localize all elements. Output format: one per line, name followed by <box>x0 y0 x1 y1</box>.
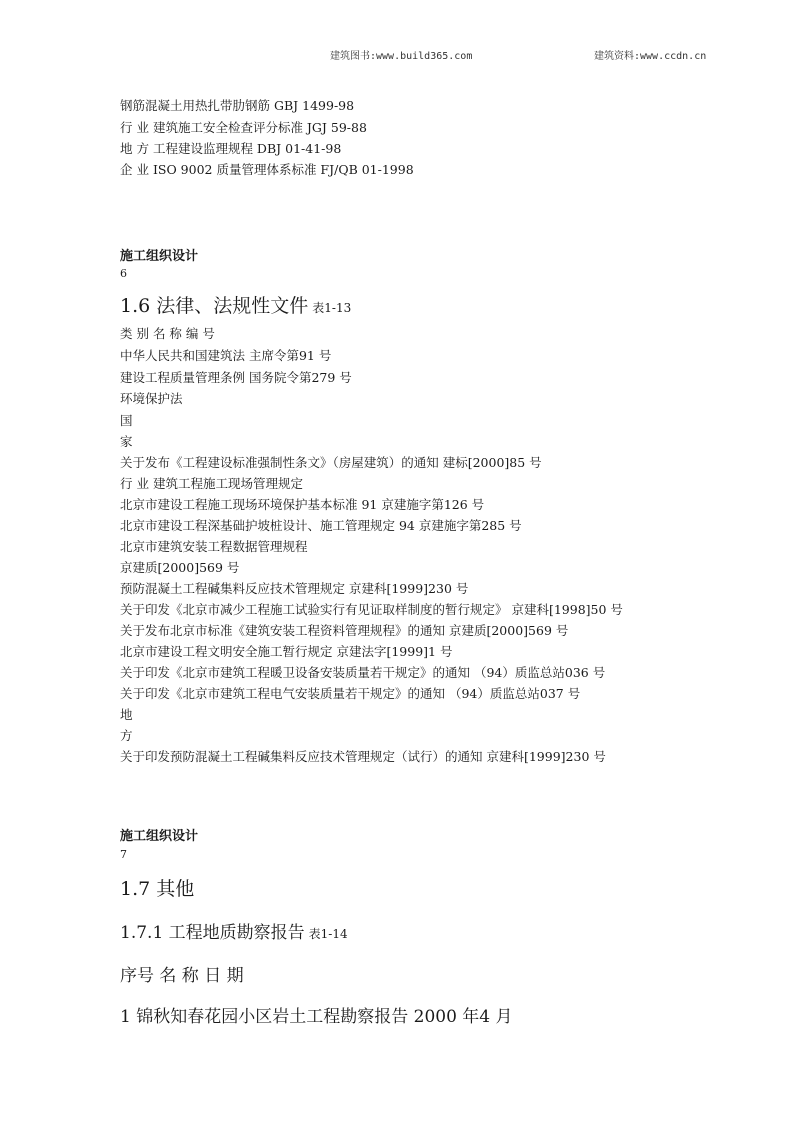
table-header: 序号 名 称 日 期 <box>120 966 244 986</box>
document-line: 环境保护法 <box>120 391 183 406</box>
page-number: 6 <box>120 267 127 280</box>
header-left-link: 建筑图书:www.build365.com <box>330 51 473 62</box>
heading-text: 1.6 法律、法规性文件 <box>120 295 309 317</box>
section-heading <box>120 291 351 318</box>
section-label: 施工组织设计 <box>120 829 199 844</box>
document-line: 地 <box>120 707 133 722</box>
document-line: 类 别 名 称 编 号 <box>120 326 215 341</box>
document-line: 关于印发《北京市减少工程施工试验实行有见证取样制度的暂行规定》 京建科[1998]50 号 <box>120 602 623 617</box>
document-line: 北京市建设工程深基础护坡桩设计、施工管理规定 94 京建施字第285 号 <box>120 518 522 533</box>
document-line: 建设工程质量管理条例 国务院令第279 号 <box>120 370 352 385</box>
document-line: 京建质[2000]569 号 <box>120 560 240 575</box>
section-heading: 1.7 其他 <box>120 878 195 900</box>
header-right-link: 建筑资料:www.ccdn.cn <box>594 51 707 62</box>
document-line: 北京市建筑安装工程数据管理规程 <box>120 539 308 554</box>
document-line: 行 业 建筑工程施工现场管理规定 <box>120 476 303 491</box>
standard-line: 企 业 ISO 9002 质量管理体系标准 FJ/QB 01-1998 <box>120 162 414 177</box>
table-ref: 表1-14 <box>308 927 348 941</box>
table-ref: 表1-13 <box>312 301 352 315</box>
document-line: 关于发布《工程建设标准强制性条文》（房屋建筑）的通知 建标[2000]85 号 <box>120 455 542 470</box>
document-line: 方 <box>120 728 133 743</box>
document-line: 关于印发预防混凝土工程碱集料反应技术管理规定（试行）的通知 京建科[1999]230 号 <box>120 749 606 764</box>
document-line: 关于发布北京市标准《建筑安装工程资料管理规程》的通知 京建质[2000]569 号 <box>120 623 569 638</box>
heading-text: 1.7.1 工程地质勘察报告 <box>120 923 305 943</box>
table-row: 1 锦秋知春花园小区岩土工程勘察报告 2000 年4 月 <box>120 1007 513 1027</box>
section-label: 施工组织设计 <box>120 249 199 264</box>
document-line: 中华人民共和国建筑法 主席令第91 号 <box>120 348 332 363</box>
document-line: 预防混凝土工程碱集料反应技术管理规定 京建科[1999]230 号 <box>120 581 469 596</box>
subsection-heading <box>120 918 348 943</box>
document-line: 关于印发《北京市建筑工程电气安装质量若干规定》的通知 （94）质监总站037 号 <box>120 686 581 701</box>
standard-line: 地 方 工程建设监理规程 DBJ 01-41-98 <box>120 141 342 156</box>
document-line: 北京市建设工程施工现场环境保护基本标准 91 京建施字第126 号 <box>120 497 485 512</box>
page-number: 7 <box>120 848 127 861</box>
standard-line: 行 业 建筑施工安全检查评分标准 JGJ 59-88 <box>120 120 367 135</box>
document-line: 家 <box>120 434 133 449</box>
document-line: 关于印发《北京市建筑工程暖卫设备安装质量若干规定》的通知 （94）质监总站036 号 <box>120 665 606 680</box>
document-line: 国 <box>120 413 133 428</box>
standard-line: 钢筋混凝土用热扎带肋钢筋 GBJ 1499-98 <box>120 98 355 113</box>
document-line: 北京市建设工程文明安全施工暂行规定 京建法字[1999]1 号 <box>120 644 453 659</box>
